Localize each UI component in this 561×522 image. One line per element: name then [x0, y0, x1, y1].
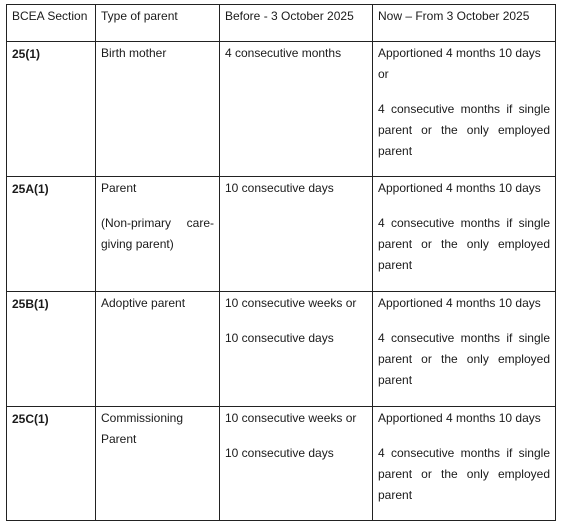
type-cell [96, 292, 220, 407]
parent-type: Parent [101, 181, 137, 195]
now-text: 4 consecutive months if single parent or the only employed parent [378, 102, 550, 158]
now-text: Apportioned 4 months 10 days [378, 181, 541, 195]
header-type-of-parent: Type of parent [96, 5, 220, 42]
now-cell [373, 292, 556, 407]
now-or: or [378, 67, 389, 81]
section-cell [7, 407, 96, 521]
now-text: 4 consecutive months if single parent or the only employed parent [378, 216, 550, 272]
before-text: 10 consecutive weeks or [225, 411, 357, 425]
parent-type: Adoptive parent [101, 296, 186, 310]
table-row [7, 292, 556, 407]
now-cell [373, 42, 556, 177]
before-cell [220, 292, 373, 407]
type-cell [96, 42, 220, 177]
parent-type: Birth mother [101, 46, 167, 60]
before-text: 10 consecutive days [225, 446, 334, 460]
parental-leave-table [6, 4, 556, 521]
section-number: 25B(1) [12, 297, 49, 311]
now-text: 4 consecutive months if single parent or the only employed parent [378, 331, 550, 387]
before-text: 4 consecutive months [225, 46, 342, 60]
header-bcea-section: BCEA Section [7, 5, 96, 42]
table-row [7, 177, 556, 292]
now-cell [373, 407, 556, 521]
before-text: 10 consecutive days [225, 331, 334, 345]
now-text: 4 consecutive months if single parent or the only employed parent [378, 446, 550, 502]
now-cell [373, 177, 556, 292]
section-cell [7, 292, 96, 407]
table-row [7, 407, 556, 521]
before-cell [220, 407, 373, 521]
before-cell [220, 42, 373, 177]
before-cell [220, 177, 373, 292]
section-number: 25A(1) [12, 182, 49, 196]
parent-type-note: (Non-primary care-giving parent) [101, 216, 214, 251]
table-row [7, 42, 556, 177]
type-cell [96, 177, 220, 292]
table-header-row [7, 5, 556, 42]
now-text: Apportioned 4 months 10 days [378, 411, 541, 425]
section-cell [7, 177, 96, 292]
header-before: Before - 3 October 2025 [220, 5, 373, 42]
now-text: Apportioned 4 months 10 days [378, 296, 541, 310]
section-number: 25(1) [12, 47, 41, 61]
parent-type: Commissioning Parent [101, 411, 184, 446]
now-text: Apportioned 4 months 10 days [378, 46, 541, 60]
type-cell [96, 407, 220, 521]
header-now: Now – From 3 October 2025 [373, 5, 556, 42]
before-text: 10 consecutive weeks or [225, 296, 357, 310]
before-text: 10 consecutive days [225, 181, 334, 195]
section-cell [7, 42, 96, 177]
section-number: 25C(1) [12, 412, 49, 426]
